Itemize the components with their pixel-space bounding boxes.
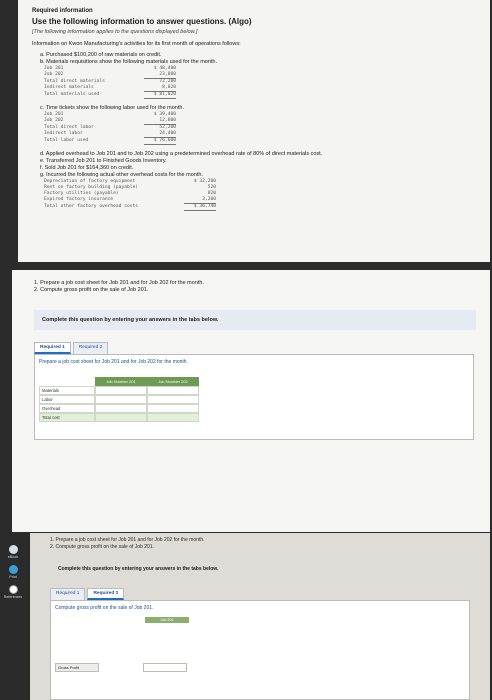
row-label-materials: Materials — [39, 386, 95, 395]
question-panel-required-2 — [30, 533, 490, 700]
item-c: c. Time tickets show the following labor used for the month. — [40, 105, 184, 111]
nav-references[interactable]: References — [0, 585, 26, 599]
job-cost-sheet-table — [39, 377, 469, 422]
instructions-box — [34, 310, 476, 330]
requirement-1-text: 1. Prepare a job cost sheet for Job 201 and for Job 202 for the month. — [50, 537, 205, 543]
overhead-row: Expired factory insurance 3,200 — [44, 197, 216, 202]
overhead-row: Total other factory overhead costs $ 36,740 — [44, 204, 216, 209]
materials-row: Total materials used $ 81,020 — [44, 92, 176, 97]
column-header-job-202: Job Number 202 — [147, 377, 199, 386]
overhead-row: Factory utilities (payable) 820 — [44, 191, 216, 196]
required-information-heading: Required information — [32, 8, 93, 14]
input-job201-labor[interactable] — [95, 395, 147, 404]
tab-required-2[interactable]: Required 2 — [87, 588, 124, 600]
row-label-labor: Labor — [39, 395, 95, 404]
instructions-text: Complete this question by entering your answers in the tabs below. — [42, 317, 219, 323]
input-job202-labor[interactable] — [147, 395, 199, 404]
requirement-1-text: 1. Prepare a job cost sheet for Job 201 and for Job 202 for the month. — [34, 280, 204, 286]
applies-note: [The following information applies to the questions displayed below.] — [32, 29, 198, 35]
item-e: e. Transferred Job 201 to Finished Goods Inventory. — [40, 158, 167, 164]
row-label-total-cost: Total cost — [39, 413, 95, 422]
tab-required-1[interactable]: Required 1 — [34, 342, 71, 354]
input-job201-total-cost[interactable] — [95, 413, 147, 422]
overhead-row: Rent on factory building (payable) 520 — [44, 185, 216, 190]
input-job201-materials[interactable] — [95, 386, 147, 395]
instructions-box — [50, 560, 480, 578]
overhead-row: Depreciation of factory equipment $ 32,200 — [44, 179, 216, 184]
item-g: g. Incurred the following actual other overhead costs for the month. — [40, 172, 203, 178]
required-information-panel — [18, 0, 490, 262]
question-panel-required-1 — [12, 270, 490, 532]
gross-profit-row — [55, 663, 465, 672]
requirement-2-text: 2. Compute gross profit on the sale of Job 201. — [50, 543, 154, 550]
tab-required-1[interactable]: Required 1 — [50, 588, 85, 600]
labor-row: Total direct labor 52,200 — [44, 125, 176, 130]
requirements-list — [34, 280, 476, 294]
input-job202-overhead[interactable] — [147, 404, 199, 413]
intro-text: Information on Kwon Manufacturing's activities for its first month of operations follows: — [32, 41, 241, 47]
row-label-gross-profit: Gross Profit — [55, 663, 99, 672]
question-title: Use the following information to answer questions. (Algo) — [32, 17, 252, 26]
row-label-overhead: Overhead — [39, 404, 95, 413]
nav-print[interactable]: Print — [0, 565, 26, 579]
requirement-tabs — [50, 588, 480, 600]
book-icon — [9, 545, 18, 554]
column-header-job-201: Job 201 — [145, 617, 189, 623]
item-d: d. Applied overhead to Job 201 and to Job 202 using a predetermined overhead rate of 80% of direct materials cost. — [40, 151, 323, 157]
input-job202-materials[interactable] — [147, 386, 199, 395]
tab-required-2[interactable]: Required 2 — [73, 342, 108, 354]
input-job202-total-cost[interactable] — [147, 413, 199, 422]
requirement-tabs — [34, 342, 476, 354]
labor-row: Total labor used $ 76,600 — [44, 138, 176, 143]
overhead-table — [44, 179, 480, 211]
requirement-2-text: 2. Compute gross profit on the sale of Job 201. — [34, 287, 149, 293]
instructions-text: Complete this question by entering your answers in the tabs below. — [58, 566, 219, 572]
item-a: a. Purchased $100,200 of raw materials on credit. — [40, 52, 162, 58]
part2-prompt: Compute gross profit on the sale of Job 201. — [55, 605, 154, 611]
materials-row: Total direct materials 72,200 — [44, 79, 176, 84]
labor-table — [44, 112, 480, 145]
materials-table — [44, 66, 480, 99]
nav-ebook[interactable]: eBook — [0, 545, 26, 559]
item-b: b. Materials requisitions show the following materials used for the month. — [40, 59, 218, 65]
tab-content-required-1 — [34, 354, 474, 440]
print-icon — [9, 565, 18, 574]
tab-content-required-2 — [50, 600, 470, 700]
side-navigation — [0, 545, 26, 605]
labor-row: Job 201 $ 39,400 — [44, 112, 176, 117]
input-gross-profit-job-201[interactable] — [143, 663, 187, 672]
requirements-list — [50, 537, 480, 550]
materials-row: Job 202 23,800 — [44, 72, 176, 77]
part1-prompt: Prepare a job cost sheet for Job 201 and for Job 202 for the month. — [39, 359, 188, 365]
labor-row: Job 202 12,800 — [44, 118, 176, 123]
references-icon — [9, 585, 18, 594]
labor-row: Indirect labor 24,400 — [44, 131, 176, 136]
materials-row: Indirect materials 8,820 — [44, 85, 176, 90]
materials-row: Job 201 $ 48,400 — [44, 66, 176, 71]
item-f: f. Sold Job 201 for $164,360 on credit. — [40, 165, 134, 171]
column-header-job-201: Job Number 201 — [95, 377, 147, 386]
input-job201-overhead[interactable] — [95, 404, 147, 413]
